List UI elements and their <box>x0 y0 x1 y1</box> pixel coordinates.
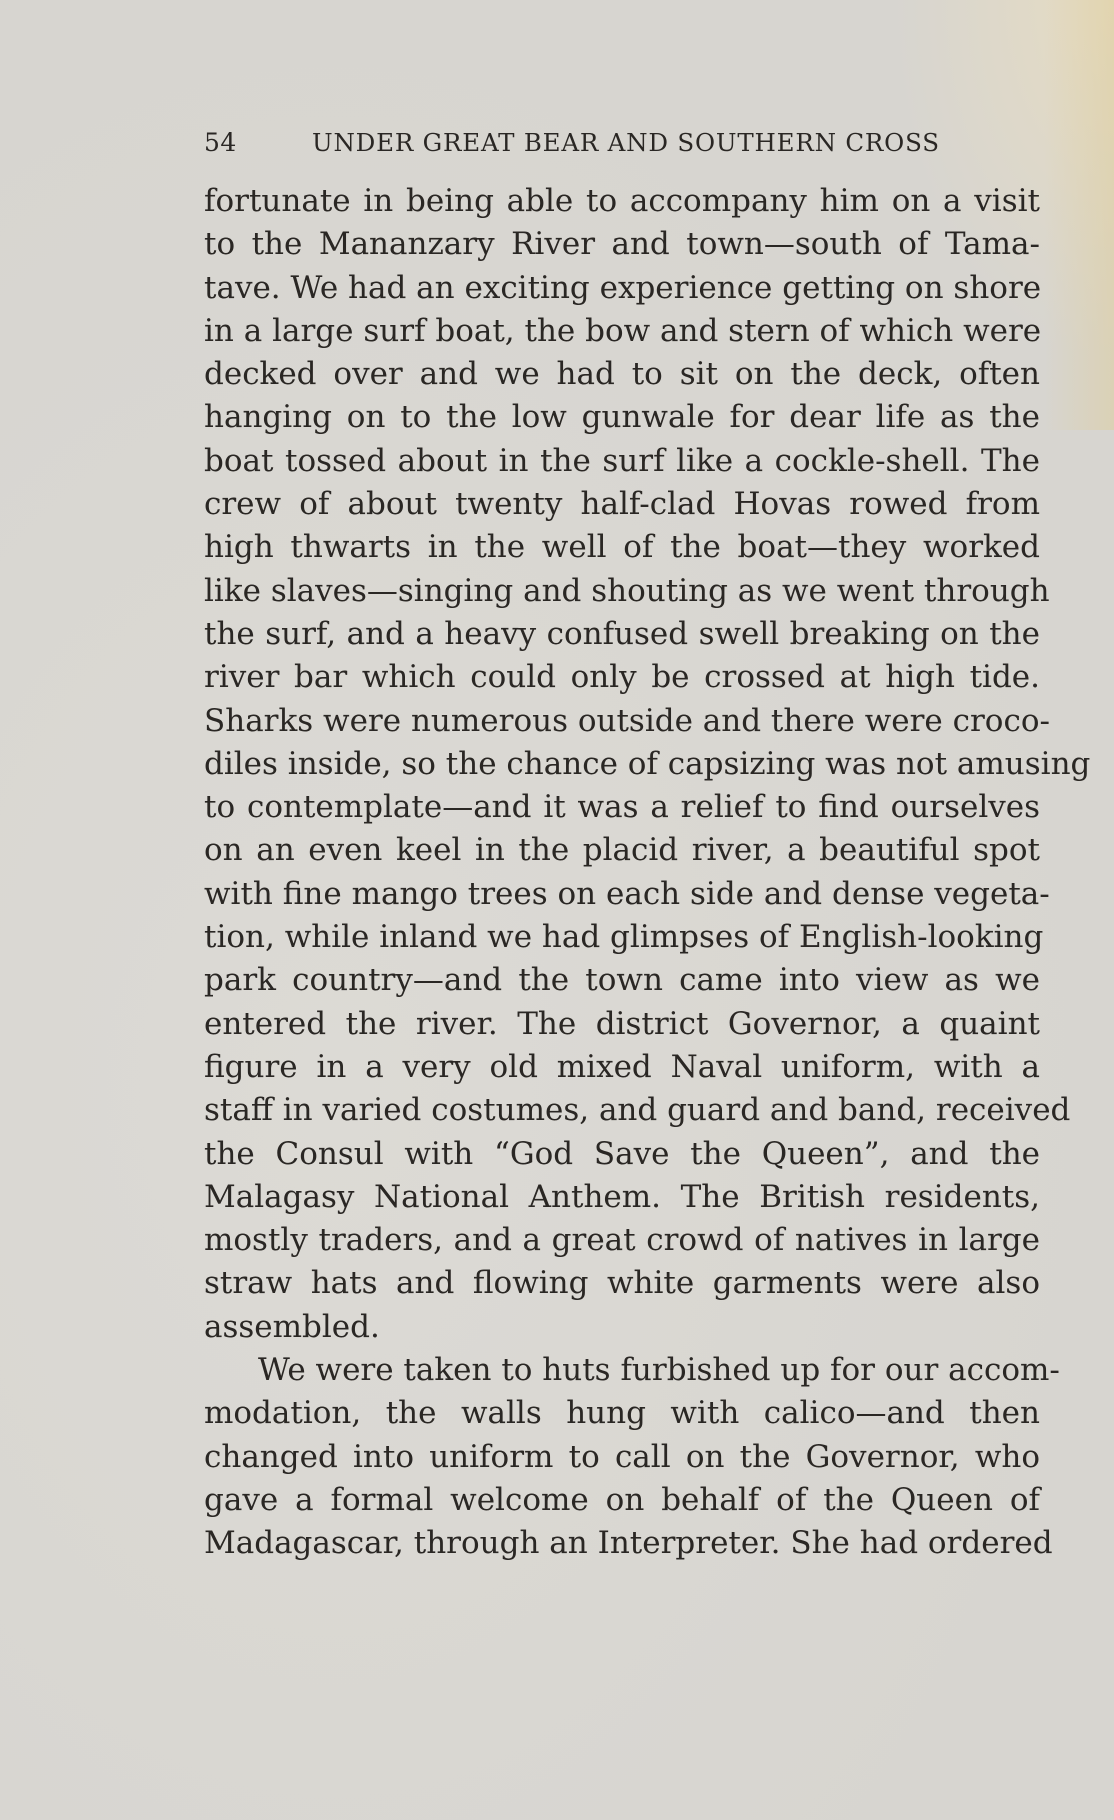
text-line: Madagascar, through an Interpreter. She had ordered <box>204 1525 1053 1562</box>
text-line: to the Mananzary River and town—south of Tama- <box>204 226 1040 263</box>
text-line: modation, the walls hung with calico—and then <box>204 1395 1040 1432</box>
text-line: mostly traders, and a great crowd of natives in large <box>204 1222 1040 1259</box>
text-line-paragraph-end: assembled. <box>204 1308 380 1345</box>
text-line: crew of about twenty half-clad Hovas rowed from <box>204 486 1040 523</box>
text-line: high thwarts in the well of the boat—they worked <box>204 529 1040 566</box>
text-line: diles inside, so the chance of capsizing was not amusing <box>204 745 1091 782</box>
text-line-paragraph-start: We were taken to huts furbished up for our accom- <box>258 1352 1060 1389</box>
text-line: like slaves—singing and shouting as we went through <box>204 572 1050 609</box>
running-header <box>204 128 1044 162</box>
text-line: the surf, and a heavy confused swell breaking on the <box>204 615 1040 652</box>
text-line: Sharks were numerous outside and there were croco- <box>204 702 1050 739</box>
text-line: straw hats and flowing white garments were also <box>204 1265 1040 1302</box>
text-line: Malagasy National Anthem. The British residents, <box>204 1178 1040 1215</box>
text-line: in a large surf boat, the bow and stern of which were <box>204 312 1042 349</box>
page-number: 54 <box>204 128 237 157</box>
text-line: fortunate in being able to accompany him on a visit <box>204 183 1040 219</box>
text-line: to contemplate—and it was a relief to find ourselves <box>204 789 1040 826</box>
text-line: the Consul with “God Save the Queen”, and the <box>204 1135 1040 1172</box>
text-line: staff in varied costumes, and guard and band, received <box>204 1092 1071 1129</box>
text-line: changed into uniform to call on the Governor, who <box>204 1438 1040 1475</box>
text-line: figure in a very old mixed Naval uniform, with a <box>204 1048 1040 1085</box>
text-line: on an even keel in the placid river, a beautiful spot <box>204 832 1040 869</box>
text-line: decked over and we had to sit on the deck, often <box>204 356 1040 393</box>
text-line: tave. We had an exciting experience getting on shore <box>204 269 1042 306</box>
text-line: tion, while inland we had glimpses of English-looking <box>204 919 1044 956</box>
text-line: with fine mango trees on each side and dense vegeta- <box>204 875 1050 912</box>
text-line: park country—and the town came into view as we <box>204 962 1040 999</box>
text-line: gave a formal welcome on behalf of the Queen of <box>204 1481 1040 1518</box>
text-line: entered the river. The district Governor, a quaint <box>204 1005 1040 1042</box>
running-title: UNDER GREAT BEAR AND SOUTHERN CROSS <box>312 128 940 157</box>
text-line: hanging on to the low gunwale for dear life as the <box>204 399 1040 436</box>
page-edge-stain <box>1044 0 1114 430</box>
text-line: river bar which could only be crossed at high tide. <box>204 659 1040 696</box>
text-line: boat tossed about in the surf like a cockle-shell. The <box>204 442 1040 479</box>
body-text <box>204 180 1091 1566</box>
